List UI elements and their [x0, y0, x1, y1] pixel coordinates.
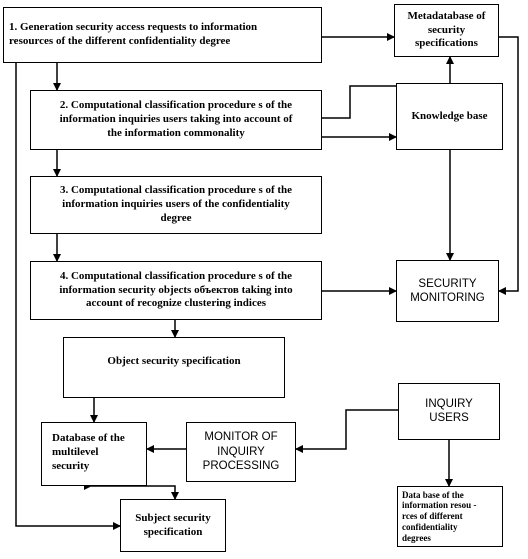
node-procedure-4: 4. Computational classification procedure s of the information security objects объектов taking into account of recognize clustering indices [30, 261, 322, 320]
node-procedure-3: 3. Computational classification procedure s of the information inquiries users of the confidentiality degree [30, 176, 322, 234]
edge-users-monitor [296, 410, 398, 449]
node-security-monitoring: SECURITY MONITORING [396, 260, 499, 322]
node-information-database: Data base of the information resou - rces of different confidentiality degrees [397, 486, 503, 547]
node-multilevel-database: Database of the multilevel security [41, 422, 147, 486]
node-subject-specification: Subject security specification [120, 499, 226, 552]
node-metadatabase: Metadatabase of security specifications [394, 4, 499, 57]
edge-metadatabase-monitoring [499, 37, 518, 291]
edge-multilevel-subject [91, 486, 175, 499]
node-inquiry-users: INQUIRY USERS [398, 383, 500, 440]
node-monitor-of-processing: MONITOR OF INQUIRY PROCESSING [186, 422, 296, 482]
node-generation-requests: 1. Generation security access requests to information resources of the different confidentiality degree [3, 7, 322, 63]
node-knowledge-base: Knowledge base [396, 83, 503, 150]
node-object-specification: Object security specification [63, 337, 285, 398]
node-procedure-2: 2. Computational classification procedure s of the information inquiries users taking into account of the information commonality [30, 90, 322, 150]
